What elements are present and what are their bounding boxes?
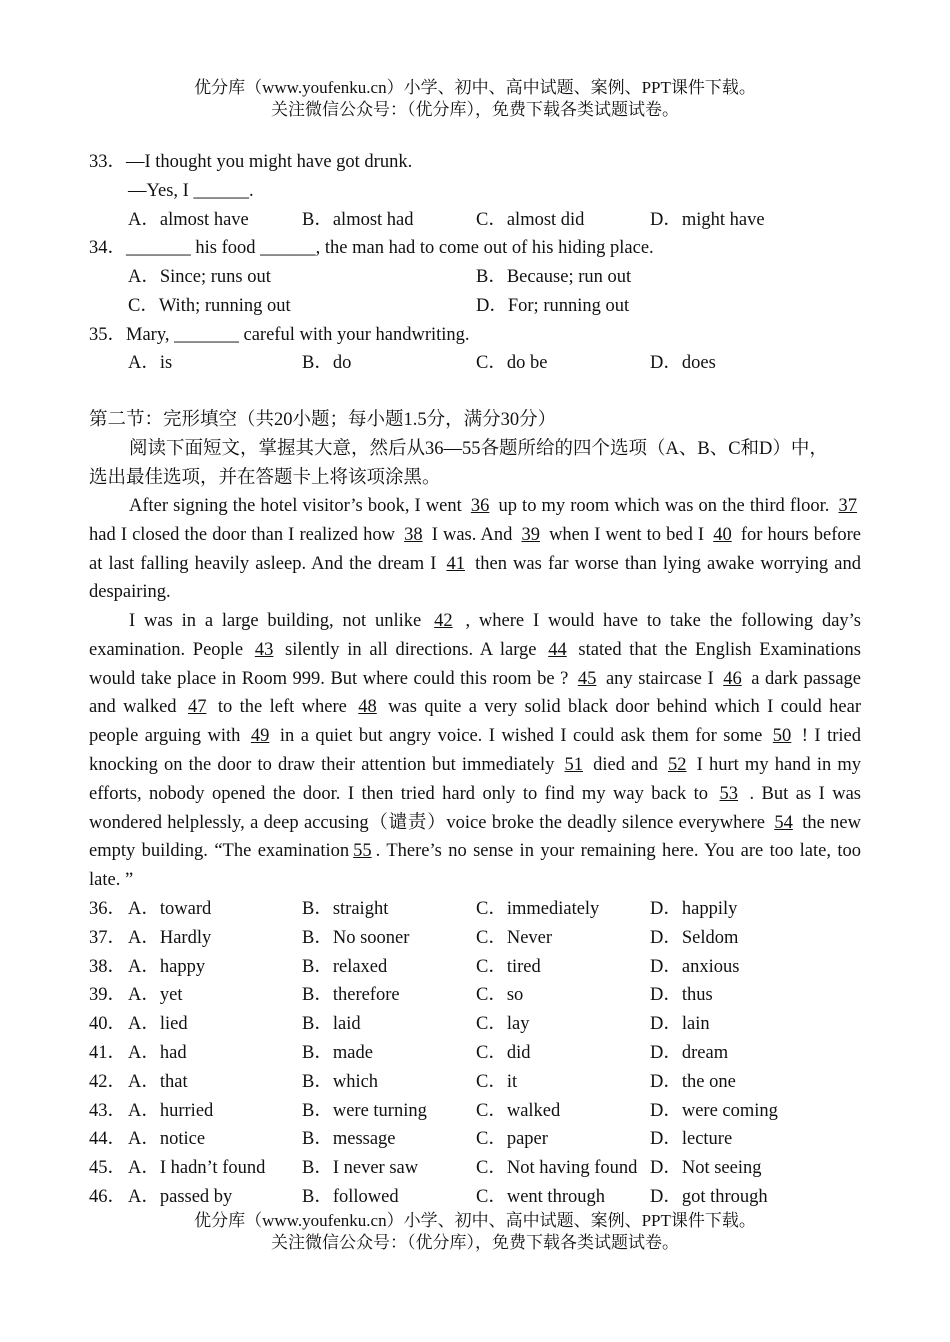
blank-46: 46: [723, 668, 742, 689]
choice-option-b: B．made: [302, 1043, 373, 1063]
blank-42: 42: [434, 611, 453, 631]
passage-text: for hours before at last falling heavily asleep. And the dream I: [89, 524, 861, 574]
blank-43: 43: [254, 639, 274, 660]
q33-option-d: D．might have: [650, 210, 765, 230]
choice-option-c: C．Never: [476, 927, 553, 948]
blank-55: 55: [353, 841, 372, 862]
choice-option-d: D．lecture: [650, 1129, 733, 1150]
choice-option-c: C．did: [476, 1043, 531, 1063]
choice-option-d: D．the one: [650, 1071, 736, 1092]
blank-40: 40: [713, 524, 732, 545]
choice-number: 36．: [89, 899, 127, 919]
page-footer: [0, 1210, 950, 1254]
passage-text: a dark passage and walked: [89, 668, 861, 718]
passage-text: when I went to bed I: [543, 524, 710, 545]
passage-text: After signing the hotel visitor’s book, I went: [129, 496, 467, 516]
q33-stem-2: —Yes, I ______.: [128, 181, 254, 201]
passage-text: up to my room which was on the third floor.: [493, 496, 835, 516]
choice-option-a: A．yet: [128, 985, 183, 1006]
choice-number: 46．: [89, 1187, 127, 1207]
choice-option-a: A．passed by: [128, 1187, 233, 1207]
passage-paragraph-1: [89, 492, 861, 607]
choice-number: 40．: [89, 1014, 127, 1035]
blank-48: 48: [358, 697, 377, 718]
choice-option-d: D．happily: [650, 899, 738, 919]
q34-option-c: C．With; running out: [128, 296, 291, 316]
choice-option-d: D．got through: [650, 1187, 768, 1207]
choice-option-b: B．therefore: [302, 985, 400, 1006]
blank-51: 51: [564, 754, 583, 775]
passage-text: in a quiet but angry voice. I wished I could ask them for some: [273, 726, 769, 747]
choice-number: 38．: [89, 956, 127, 977]
choice-number: 42．: [89, 1071, 127, 1092]
blank-52: 52: [668, 754, 687, 775]
page-header: [0, 77, 950, 121]
blank-41: 41: [446, 553, 465, 574]
q35-option-b: B．do: [302, 353, 352, 373]
section-instructions-2: 选出最佳选项，并在答题卡上将该项涂黑。: [89, 468, 441, 488]
q34-stem: 34．_______ his food ______, the man had to come out of his hiding place.: [89, 238, 654, 258]
choice-option-c: C．lay: [476, 1014, 530, 1035]
choice-option-d: D．were coming: [650, 1100, 778, 1121]
choice-option-a: A．happy: [128, 956, 206, 977]
choice-option-b: B．message: [302, 1129, 396, 1150]
passage-text: I was. And: [426, 524, 518, 545]
header-line-2: 关注微信公众号：（优分库），免费下载各类试题试卷。: [271, 100, 679, 119]
passage-text: . There’s no sense in your remaining here. You are too late, too late. ”: [89, 841, 861, 891]
passage-text: had I closed the door than I realized how: [89, 524, 401, 545]
choice-option-d: D．thus: [650, 985, 713, 1006]
footer-line-2: 关注微信公众号：（优分库），免费下载各类试题试卷。: [271, 1233, 679, 1252]
choice-option-c: C．Not having found: [476, 1158, 638, 1179]
q33-stem-1: 33．—I thought you might have got drunk.: [89, 152, 413, 172]
q35-option-c: C．do be: [476, 353, 548, 373]
q34-option-d: D．For; running out: [476, 296, 630, 316]
passage-text: stated that the English Examinations would take place in Room 999. But where could this room be ?: [89, 639, 862, 689]
q35-option-d: D．does: [650, 353, 716, 373]
q34-option-b: B．Because; run out: [476, 267, 632, 287]
choice-option-b: B．relaxed: [302, 956, 388, 977]
choice-number: 37．: [89, 927, 127, 948]
blank-50: 50: [772, 726, 792, 747]
choice-option-b: B．No sooner: [302, 927, 410, 948]
choice-option-b: B．laid: [302, 1014, 361, 1035]
q34-option-a: A．Since; runs out: [128, 267, 271, 287]
blank-38: 38: [404, 524, 423, 545]
passage-text: , where I would have to take the following day’s examination. People: [89, 611, 861, 660]
choice-number: 44．: [89, 1129, 127, 1150]
section-instructions-1: 阅读下面短文，掌握其大意，然后从36—55各题所给的四个选项（A、B、C和D）中，: [129, 439, 828, 459]
choice-option-a: A．Hardly: [128, 927, 212, 948]
header-line-1: 优分库（www.youfenku.cn）小学、初中、高中试题、案例、PPT课件下载。: [194, 78, 756, 97]
q33-option-b: B．almost had: [302, 210, 414, 230]
blank-49: 49: [250, 726, 270, 747]
choice-option-c: C．went through: [476, 1187, 605, 1207]
q35-option-a: A．is: [128, 353, 173, 373]
blank-45: 45: [577, 668, 597, 689]
choice-number: 43．: [89, 1100, 127, 1121]
passage-text: died and: [587, 754, 665, 775]
choice-option-a: A．had: [128, 1043, 187, 1063]
choice-option-d: D．anxious: [650, 956, 740, 977]
choice-option-c: C．walked: [476, 1100, 561, 1121]
choice-option-a: A．I hadn’t found: [128, 1158, 266, 1179]
blank-44: 44: [548, 639, 567, 660]
passage-text: the new empty building. “The examination: [89, 812, 861, 862]
choice-option-a: A．hurried: [128, 1100, 214, 1121]
choice-option-b: B．were turning: [302, 1100, 427, 1121]
choice-number: 39．: [89, 985, 127, 1006]
choice-option-a: A．lied: [128, 1014, 188, 1035]
blank-53: 53: [719, 783, 739, 804]
blank-54: 54: [774, 812, 793, 833]
q33-option-c: C．almost did: [476, 210, 585, 230]
choice-number: 45．: [89, 1158, 127, 1179]
choice-option-d: D．Not seeing: [650, 1158, 762, 1179]
passage-text: to the left where: [210, 697, 355, 718]
choice-option-b: B．I never saw: [302, 1158, 419, 1179]
passage-text: I was in a large building, not unlike: [129, 611, 431, 631]
q33-option-a: A．almost have: [128, 210, 249, 230]
passage-text: was quite a very solid black door behind which I could hear people arguing with: [89, 697, 861, 747]
choice-option-a: A．that: [128, 1071, 188, 1092]
blank-37: 37: [838, 496, 858, 516]
choice-option-a: A．notice: [128, 1129, 206, 1150]
passage-text: any staircase I: [600, 668, 720, 689]
passage-text: then was far worse than lying awake worrying and despairing.: [89, 553, 861, 603]
choice-option-b: B．straight: [302, 899, 389, 919]
q35-stem: 35．Mary, _______ careful with your handwriting.: [89, 325, 470, 345]
choice-option-d: D．dream: [650, 1043, 729, 1063]
passage-text: . But as I was wondered helplessly, a deep accusing（谴责）voice broke the deadly silence everywhere: [89, 783, 861, 833]
choice-option-b: B．which: [302, 1071, 379, 1092]
footer-line-1: 优分库（www.youfenku.cn）小学、初中、高中试题、案例、PPT课件下载。: [194, 1211, 756, 1230]
section-title: 第二节：完形填空（共20小题；每小题1.5分，满分30分）: [89, 410, 557, 430]
choice-option-d: D．Seldom: [650, 927, 739, 948]
choice-number: 41．: [89, 1043, 127, 1063]
passage-text: ! I tried knocking on the door to draw their attention but immediately: [89, 726, 861, 775]
choice-option-b: B．followed: [302, 1187, 399, 1207]
passage-text: silently in all directions. A large: [277, 639, 545, 660]
choice-option-c: C．so: [476, 985, 524, 1006]
choice-option-a: A．toward: [128, 899, 212, 919]
blank-36: 36: [470, 496, 490, 516]
choice-option-c: C．paper: [476, 1129, 548, 1150]
passage-paragraph-2: [89, 607, 861, 895]
passage-text: I hurt my hand in my efforts, nobody opened the door. I then tried hard only to find my way back to: [89, 754, 862, 804]
choice-option-c: C．immediately: [476, 899, 600, 919]
blank-39: 39: [521, 524, 540, 545]
blank-47: 47: [187, 697, 207, 718]
choice-option-c: C．it: [476, 1071, 518, 1092]
choice-option-d: D．lain: [650, 1014, 710, 1035]
choice-option-c: C．tired: [476, 956, 541, 977]
